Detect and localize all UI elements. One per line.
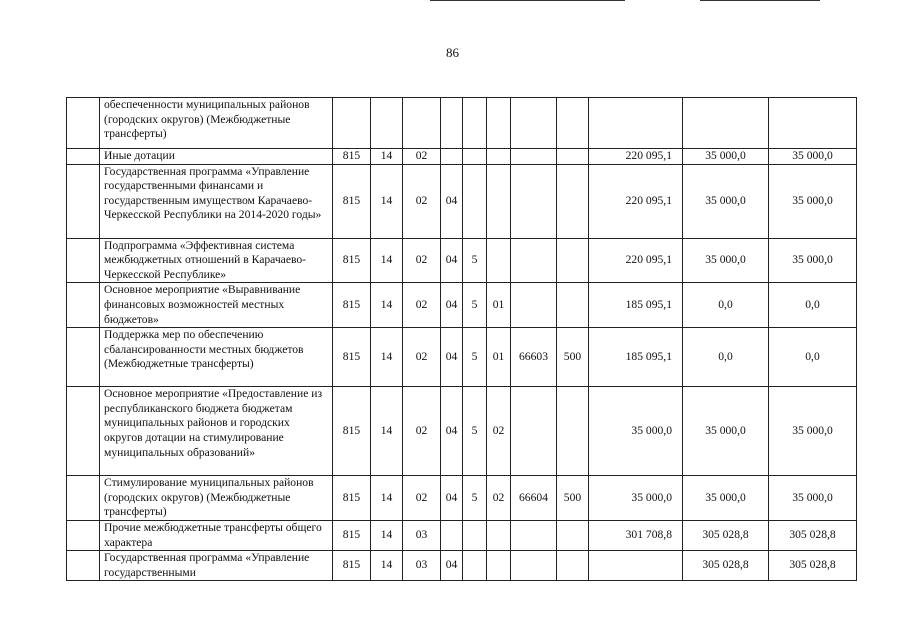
blank-cell	[67, 551, 100, 581]
table-row	[67, 387, 857, 476]
section-code-cell: 14	[371, 520, 403, 550]
amount-year2-cell: 35 000,0	[683, 164, 769, 238]
subsection-code-cell: 02	[403, 164, 441, 238]
amount-year3-cell	[769, 98, 857, 149]
table-row	[67, 476, 857, 521]
direction-code-cell	[511, 98, 557, 149]
expense-type-cell: 500	[557, 328, 589, 387]
item-name-cell: Прочие межбюджетные трансферты общего характера	[100, 520, 333, 550]
amount-year2-cell: 35 000,0	[683, 476, 769, 521]
subsection-code-cell: 02	[403, 149, 441, 165]
event-code-cell	[487, 98, 511, 149]
expense-type-cell	[557, 283, 589, 328]
item-name-cell: Государственная программа «Управление государственными финансами и государственным имуществом Карачаево-Черкесской Республики на 2014-2020 годы»	[100, 164, 333, 238]
amount-year1-cell	[589, 551, 683, 581]
direction-code-cell	[511, 238, 557, 283]
program-code-cell: 04	[441, 551, 463, 581]
table-row	[67, 98, 857, 149]
expense-type-cell	[557, 98, 589, 149]
direction-code-cell	[511, 283, 557, 328]
item-name-cell: Государственная программа «Управление государственными	[100, 551, 333, 581]
amount-year3-cell: 35 000,0	[769, 238, 857, 283]
subsection-code-cell: 02	[403, 283, 441, 328]
subsection-code-cell	[403, 98, 441, 149]
direction-code-cell	[511, 520, 557, 550]
amount-year2-cell: 0,0	[683, 283, 769, 328]
event-code-cell: 02	[487, 476, 511, 521]
ministry-code-cell	[333, 98, 371, 149]
item-name-cell: Стимулирование муниципальных районов (городских округов) (Межбюджетные трансферты)	[100, 476, 333, 521]
direction-code-cell	[511, 551, 557, 581]
amount-year2-cell: 35 000,0	[683, 149, 769, 165]
event-code-cell	[487, 551, 511, 581]
ministry-code-cell: 815	[333, 149, 371, 165]
section-code-cell: 14	[371, 149, 403, 165]
ministry-code-cell: 815	[333, 387, 371, 476]
blank-cell	[67, 387, 100, 476]
section-code-cell: 14	[371, 476, 403, 521]
amount-year1-cell: 301 708,8	[589, 520, 683, 550]
blank-cell	[67, 328, 100, 387]
subsection-code-cell: 03	[403, 520, 441, 550]
blank-cell	[67, 476, 100, 521]
blank-cell	[67, 520, 100, 550]
program-code-cell: 04	[441, 476, 463, 521]
section-code-cell: 14	[371, 283, 403, 328]
blank-cell	[67, 98, 100, 149]
amount-year3-cell: 305 028,8	[769, 520, 857, 550]
amount-year2-cell: 35 000,0	[683, 387, 769, 476]
event-code-cell: 01	[487, 283, 511, 328]
amount-year3-cell: 0,0	[769, 328, 857, 387]
subprogram-code-cell	[463, 149, 487, 165]
subprogram-code-cell: 5	[463, 283, 487, 328]
table-row	[67, 551, 857, 581]
item-name-cell: Основное мероприятие «Выравнивание финансовых возможностей местных бюджетов»	[100, 283, 333, 328]
subprogram-code-cell: 5	[463, 387, 487, 476]
subsection-code-cell: 02	[403, 328, 441, 387]
blank-cell	[67, 238, 100, 283]
program-code-cell	[441, 149, 463, 165]
amount-year3-cell: 35 000,0	[769, 164, 857, 238]
budget-table	[66, 97, 857, 581]
amount-year1-cell: 220 095,1	[589, 149, 683, 165]
amount-year3-cell: 35 000,0	[769, 476, 857, 521]
amount-year1-cell: 35 000,0	[589, 476, 683, 521]
event-code-cell: 01	[487, 328, 511, 387]
table-row	[67, 283, 857, 328]
amount-year2-cell: 0,0	[683, 328, 769, 387]
subsection-code-cell: 02	[403, 476, 441, 521]
table-row	[67, 328, 857, 387]
direction-code-cell	[511, 149, 557, 165]
table-row	[67, 520, 857, 550]
subprogram-code-cell: 5	[463, 328, 487, 387]
program-code-cell: 04	[441, 283, 463, 328]
program-code-cell: 04	[441, 328, 463, 387]
subsection-code-cell: 02	[403, 387, 441, 476]
amount-year1-cell: 185 095,1	[589, 328, 683, 387]
event-code-cell	[487, 238, 511, 283]
table-row	[67, 149, 857, 165]
scan-edge-line	[430, 0, 625, 1]
amount-year1-cell	[589, 98, 683, 149]
ministry-code-cell: 815	[333, 551, 371, 581]
section-code-cell: 14	[371, 551, 403, 581]
subprogram-code-cell	[463, 551, 487, 581]
section-code-cell: 14	[371, 328, 403, 387]
expense-type-cell: 500	[557, 476, 589, 521]
item-name-cell: Основное мероприятие «Предоставление из республиканского бюджета бюджетам муниципальных районов и городских округов дотации на стимулирование муниципальных образований»	[100, 387, 333, 476]
item-name-cell: обеспеченности муниципальных районов (городских округов) (Межбюджетные трансферты)	[100, 98, 333, 149]
section-code-cell	[371, 98, 403, 149]
amount-year3-cell: 0,0	[769, 283, 857, 328]
program-code-cell	[441, 98, 463, 149]
subsection-code-cell: 03	[403, 551, 441, 581]
direction-code-cell: 66604	[511, 476, 557, 521]
amount-year1-cell: 35 000,0	[589, 387, 683, 476]
direction-code-cell	[511, 164, 557, 238]
expense-type-cell	[557, 520, 589, 550]
amount-year2-cell: 35 000,0	[683, 238, 769, 283]
blank-cell	[67, 283, 100, 328]
ministry-code-cell: 815	[333, 238, 371, 283]
expense-type-cell	[557, 551, 589, 581]
amount-year3-cell: 35 000,0	[769, 149, 857, 165]
event-code-cell: 02	[487, 387, 511, 476]
amount-year1-cell: 220 095,1	[589, 164, 683, 238]
event-code-cell	[487, 149, 511, 165]
ministry-code-cell: 815	[333, 520, 371, 550]
amount-year2-cell: 305 028,8	[683, 551, 769, 581]
ministry-code-cell: 815	[333, 476, 371, 521]
program-code-cell: 04	[441, 387, 463, 476]
direction-code-cell: 66603	[511, 328, 557, 387]
program-code-cell	[441, 520, 463, 550]
direction-code-cell	[511, 387, 557, 476]
subprogram-code-cell	[463, 520, 487, 550]
event-code-cell	[487, 164, 511, 238]
subprogram-code-cell: 5	[463, 238, 487, 283]
scan-edge-line	[700, 0, 820, 1]
expense-type-cell	[557, 387, 589, 476]
item-name-cell: Подпрограмма «Эффективная система межбюджетных отношений в Карачаево-Черкесской Республике»	[100, 238, 333, 283]
blank-cell	[67, 164, 100, 238]
event-code-cell	[487, 520, 511, 550]
amount-year3-cell: 305 028,8	[769, 551, 857, 581]
ministry-code-cell: 815	[333, 283, 371, 328]
amount-year2-cell: 305 028,8	[683, 520, 769, 550]
blank-cell	[67, 149, 100, 165]
subsection-code-cell: 02	[403, 238, 441, 283]
program-code-cell: 04	[441, 238, 463, 283]
program-code-cell: 04	[441, 164, 463, 238]
item-name-cell: Иные дотации	[100, 149, 333, 165]
expense-type-cell	[557, 164, 589, 238]
subprogram-code-cell	[463, 98, 487, 149]
section-code-cell: 14	[371, 238, 403, 283]
expense-type-cell	[557, 238, 589, 283]
table-row	[67, 164, 857, 238]
ministry-code-cell: 815	[333, 164, 371, 238]
amount-year3-cell: 35 000,0	[769, 387, 857, 476]
section-code-cell: 14	[371, 164, 403, 238]
amount-year1-cell: 220 095,1	[589, 238, 683, 283]
amount-year2-cell	[683, 98, 769, 149]
subprogram-code-cell: 5	[463, 476, 487, 521]
table-body	[67, 98, 857, 581]
subprogram-code-cell	[463, 164, 487, 238]
section-code-cell: 14	[371, 387, 403, 476]
table-row	[67, 238, 857, 283]
ministry-code-cell: 815	[333, 328, 371, 387]
amount-year1-cell: 185 095,1	[589, 283, 683, 328]
item-name-cell: Поддержка мер по обеспечению сбалансированности местных бюджетов (Межбюджетные трансферты)	[100, 328, 333, 387]
expense-type-cell	[557, 149, 589, 165]
page-number: 86	[446, 45, 459, 60]
